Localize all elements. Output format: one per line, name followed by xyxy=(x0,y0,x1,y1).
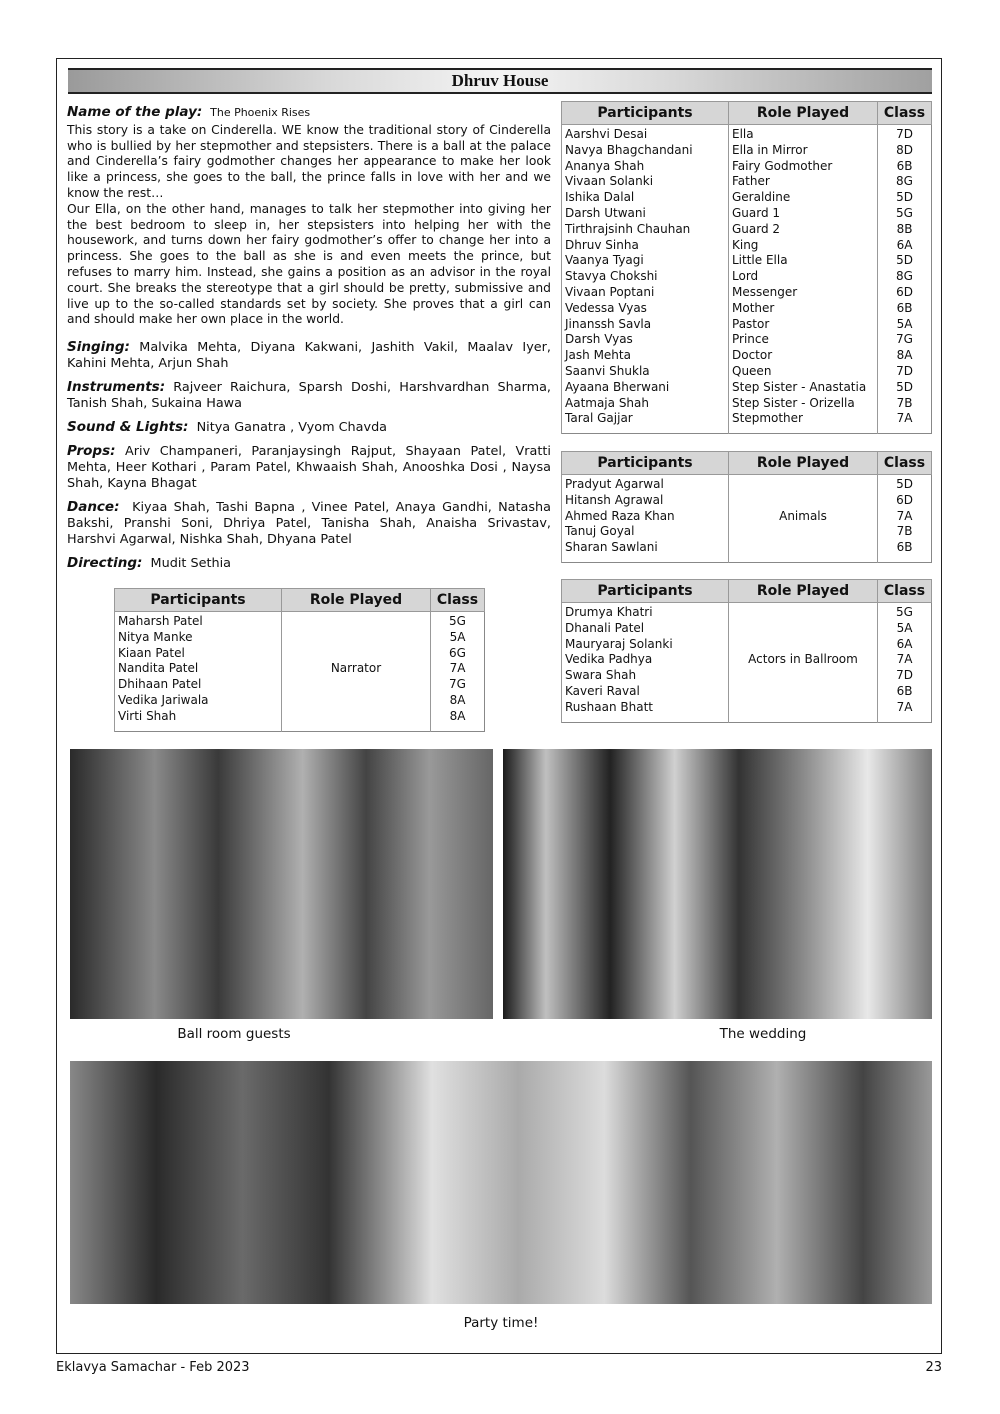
credit-dance: Dance: Kiyaa Shah, Tashi Bapna , Vinee Patel, Anaya Gandhi, Natasha Bakshi, Pranshi Soni, Dhriya Patel, Tanisha Shah, Anaisha Srivastav, Harshvi Agarwal, Nishka Shah, Dhyana Patel xyxy=(67,499,552,548)
credit-singing: Singing: Malvika Mehta, Diyana Kakwani, Jashith Vakil, Maalav Iyer, Kahini Mehta, Arjun Shah xyxy=(67,339,551,372)
play-name-line xyxy=(67,105,551,121)
header-class: Class xyxy=(878,452,932,475)
narrator-table xyxy=(114,588,485,732)
header-role: Role Played xyxy=(729,580,878,603)
footer-publication: Eklavya Samachar - Feb 2023 xyxy=(56,1360,250,1375)
role-name: Animals xyxy=(729,475,878,563)
credit-instruments: Instruments: Rajveer Raichura, Sparsh Doshi, Harshvardhan Sharma, Tanish Shah, Sukaina Hawa xyxy=(67,379,551,412)
header-participants: Participants xyxy=(115,589,282,612)
class-values: 5G 5A 6G 7A 7G 8A 8A xyxy=(431,612,485,732)
header-role: Role Played xyxy=(729,102,878,125)
header-class: Class xyxy=(878,580,932,603)
footer-page-number: 23 xyxy=(925,1360,942,1375)
credit-sound-lights: Sound & Lights: Nitya Ganatra , Vyom Chavda xyxy=(67,419,388,436)
role-name: Narrator xyxy=(282,612,431,732)
header-role: Role Played xyxy=(729,452,878,475)
header-participants: Participants xyxy=(562,102,729,125)
header-class: Class xyxy=(431,589,485,612)
header-class: Class xyxy=(878,102,932,125)
participant-names: Drumya Khatri Dhanali Patel Mauryaraj Solanki Vedika Padhya Swara Shah Kaveri Raval Rushaan Bhatt xyxy=(562,603,729,723)
header-participants: Participants xyxy=(562,580,729,603)
class-values: 5D 6D 7A 7B 6B xyxy=(878,475,932,563)
caption-wedding: The wedding xyxy=(719,1026,807,1042)
synopsis-para-2: Our Ella, on the other hand, manages to talk her stepmother into giving her the best bedroom to sleep in, her stepsisters into helping her with the housework, and turns down her fairy godmother’s offer to change her into a princess. She goes to the ball as she is and even meets the prince, but refuses to marry him. Instead, she gains a position as an advisor in the royal court. She breaks the stereotype that a girl should be pretty, submissive and live up to the so-called standards set by society. She proves that a girl can and should make her own place in the world. xyxy=(67,201,551,327)
photo-ballroom-guests xyxy=(70,749,493,1019)
credit-props: Props: Ariv Champaneri, Paranjaysingh Rajput, Shayaan Patel, Vratti Mehta, Heer Kothari , Param Patel, Khwaaish Shah, Anooshka Dosi , Naysa Shah, Kayna Bhagat xyxy=(67,443,551,492)
participant-names: Aarshvi Desai Navya Bhagchandani Ananya Shah Vivaan Solanki Ishika Dalal Darsh Utwani Tirthrajsinh Chauhan Dhruv Sinha Vaanya Tyagi Stavya Chokshi Vivaan Poptani Vedessa Vyas Jinanssh Savla Darsh Vyas Jash Mehta Saanvi Shukla Ayaana Bherwani Aatmaja Shah Taral Gajjar xyxy=(562,125,729,434)
ballroom-table xyxy=(561,579,932,723)
class-values: 7D 8D 6B 8G 5D 5G 8B 6A 5D 8G 6D 6B 5A 7G 8A 7D 5D 7B 7A xyxy=(878,125,932,434)
role-name: Actors in Ballroom xyxy=(729,603,878,723)
caption-ballroom-guests: Ball room guests xyxy=(177,1026,291,1042)
synopsis-para-1: This story is a take on Cinderella. WE know the traditional story of Cinderella who is bullied by her stepmother and stepsisters. There is a ball at the palace and Cinderella’s fairy godmother changes her appearance to make her look like a princess, she goes to the ball, the prince falls in love with her and we know the rest… xyxy=(67,122,551,200)
header-participants: Participants xyxy=(562,452,729,475)
caption-party-time: Party time! xyxy=(463,1315,539,1331)
photo-wedding xyxy=(503,749,932,1019)
class-values: 5G 5A 6A 7A 7D 6B 7A xyxy=(878,603,932,723)
house-title: Dhruv House xyxy=(68,68,932,94)
participant-names: Pradyut Agarwal Hitansh Agrawal Ahmed Raza Khan Tanuj Goyal Sharan Sawlani xyxy=(562,475,729,563)
photo-party-time xyxy=(70,1061,932,1304)
role-names: Ella Ella in Mirror Fairy Godmother Father Geraldine Guard 1 Guard 2 King Little Ella Lord Messenger Mother Pastor Prince Doctor Queen Step Sister - Anastatia Step Sister - Orizella Stepmother xyxy=(729,125,878,434)
play-name-label: Name of the play: xyxy=(67,104,203,120)
play-name: The Phoenix Rises xyxy=(210,106,311,119)
participant-names: Maharsh Patel Nitya Manke Kiaan Patel Nandita Patel Dhihaan Patel Vedika Jariwala Virti Shah xyxy=(115,612,282,732)
header-role: Role Played xyxy=(282,589,431,612)
play-description xyxy=(67,105,551,572)
animals-table xyxy=(561,451,932,563)
main-cast-table xyxy=(561,101,932,434)
credit-directing: Directing: Mudit Sethia xyxy=(67,555,231,572)
